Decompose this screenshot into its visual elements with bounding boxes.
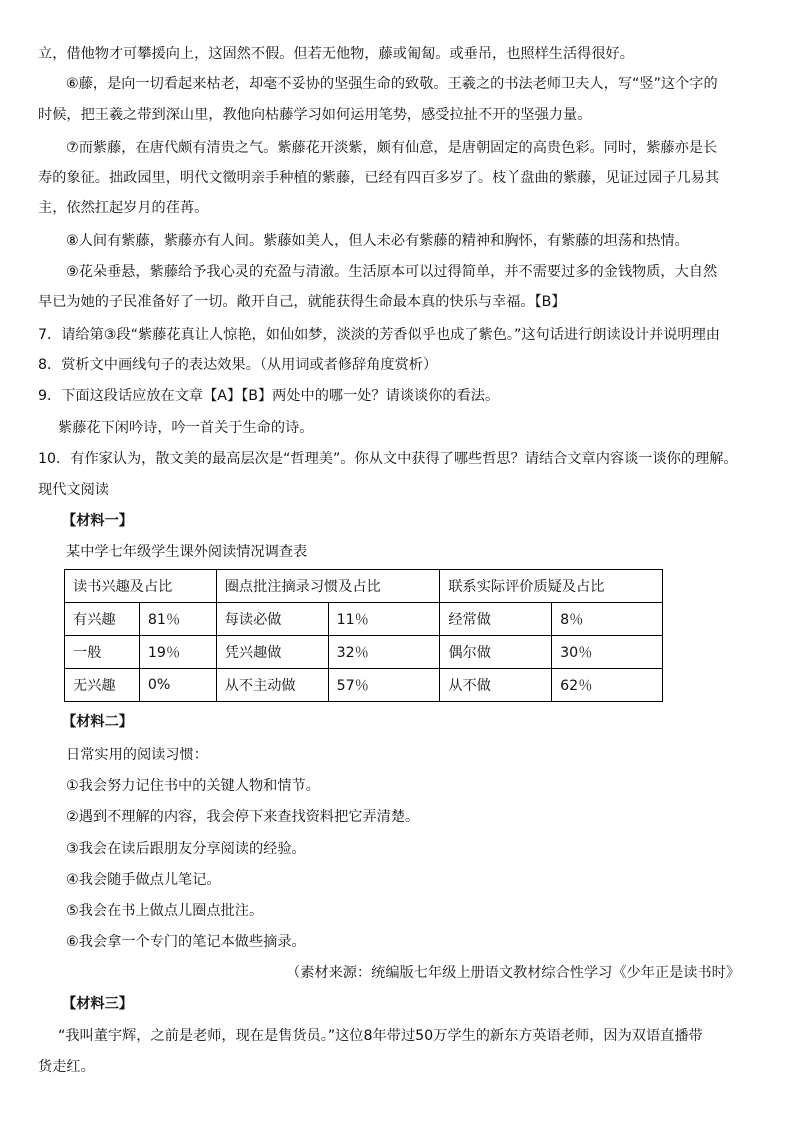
table-cell: 偶尔做 <box>440 636 552 669</box>
question-8: 8．赏析文中画线句子的表达效果。（从用词或者修辞角度赏析） <box>38 357 438 373</box>
table-header-row <box>65 570 663 603</box>
material-3-label: 【材料三】 <box>62 996 133 1012</box>
essay-paragraph-9: ⑨花朵垂悬，紫藤给予我心灵的充盈与清澈。生活原本可以过得简单，并不需要过多的金钱物质，大自然 <box>66 264 718 280</box>
table-cell: 有兴趣 <box>65 603 140 636</box>
table-cell: 11％ <box>328 603 440 636</box>
question-7: 7．请给第③段“紫藤花真让人惊艳，如仙如梦，淡淡的芳香似乎也成了紫色。”这句话进行朗读设计并说明理由 <box>38 327 720 343</box>
table-cell: 凭兴趣做 <box>216 636 328 669</box>
table-cell: 19％ <box>139 636 216 669</box>
table-header-cell: 联系实际评价质疑及占比 <box>440 570 663 603</box>
table-cell: 经常做 <box>440 603 552 636</box>
material-3-text: 货走红。 <box>38 1059 95 1075</box>
question-9: 9．下面这段话应放在文章【A】【B】两处中的哪一处？请谈谈你的看法。 <box>38 388 500 404</box>
table-row <box>65 636 663 669</box>
material-1-label: 【材料一】 <box>62 513 133 529</box>
table-cell: 32％ <box>328 636 440 669</box>
table-cell: 从不主动做 <box>216 669 328 702</box>
table-header-cell: 圈点批注摘录习惯及占比 <box>216 570 440 603</box>
essay-paragraph-7: ⑦而紫藤，在唐代颇有清贵之气。紫藤花开淡紫，颇有仙意，是唐朝固定的高贵色彩。同时，紫藤亦是长 <box>66 140 718 156</box>
material-3-text: “我叫董宇辉，之前是老师，现在是售货员。”这位8年带过50万学生的新东方英语老师，因为双语直播带 <box>58 1028 703 1044</box>
list-item: ⑤我会在书上做点儿圈点批注。 <box>66 903 264 919</box>
material-2-label: 【材料二】 <box>62 714 133 730</box>
essay-paragraph-8: ⑧人间有紫藤，紫藤亦有人间。紫藤如美人，但人未必有紫藤的精神和胸怀，有紫藤的坦荡和热情。 <box>66 233 689 249</box>
table-cell: 30％ <box>552 636 663 669</box>
essay-paragraph-line: 早已为她的子民准备好了一切。敞开自己，就能获得生命最本真的快乐与幸福。【B】 <box>38 294 566 310</box>
essay-paragraph-line: 主，依然扛起岁月的荏苒。 <box>38 200 209 216</box>
essay-paragraph-6: ⑥藤，是向一切看起来枯老，却毫不妥协的坚强生命的致敬。王羲之的书法老师卫夫人，写“竖”这个字的 <box>66 76 718 92</box>
section-title: 现代文阅读 <box>38 482 109 498</box>
list-item: ①我会努力记住书中的关键人物和情节。 <box>66 778 320 794</box>
list-item: ③我会在读后跟朋友分享阅读的经验。 <box>66 841 306 857</box>
essay-paragraph-line: 立，借他物才可攀援向上，这固然不假。但若无他物，藤或匍匐。或垂吊，也照样生活得很好。 <box>38 46 634 62</box>
table-cell: 从不做 <box>440 669 552 702</box>
table-cell: 一般 <box>65 636 140 669</box>
question-10: 10．有作家认为，散文美的最高层次是“哲理美”。你从文中获得了哪些哲思？请结合文章内容谈一谈你的理解。 <box>38 451 738 467</box>
table-row <box>65 669 663 702</box>
list-item: ②遇到不理解的内容，我会停下来查找资料把它弄清楚。 <box>66 809 420 825</box>
list-item: ④我会随手做点儿笔记。 <box>66 872 221 888</box>
table-cell: 81％ <box>139 603 216 636</box>
essay-paragraph-line: 时候，把王羲之带到深山里，教他向枯藤学习如何运用笔势，感受拉扯不开的坚强力量。 <box>38 107 592 123</box>
table-row <box>65 603 663 636</box>
question-9-quote: 紫藤花下闲吟诗，吟一首关于生命的诗。 <box>58 420 314 436</box>
table-cell: 57％ <box>328 669 440 702</box>
habits-intro: 日常实用的阅读习惯： <box>66 747 208 763</box>
list-item: ⑥我会拿一个专门的笔记本做些摘录。 <box>66 934 306 950</box>
table-cell: 0% <box>139 669 216 702</box>
table-cell: 8％ <box>552 603 663 636</box>
table-cell: 无兴趣 <box>65 669 140 702</box>
table-header-cell: 读书兴趣及占比 <box>65 570 217 603</box>
table-title: 某中学七年级学生课外阅读情况调查表 <box>66 544 308 560</box>
survey-table <box>64 569 663 702</box>
table-cell: 62％ <box>552 669 663 702</box>
table-cell: 每读必做 <box>216 603 328 636</box>
source-note: （素材来源：统编版七年级上册语文教材综合性学习《少年正是读书时》 <box>286 965 741 981</box>
essay-paragraph-line: 寿的象征。拙政园里，明代文徵明亲手种植的紫藤，已经有四百多岁了。枝丫盘曲的紫藤，见证过园子几易其 <box>38 170 720 186</box>
